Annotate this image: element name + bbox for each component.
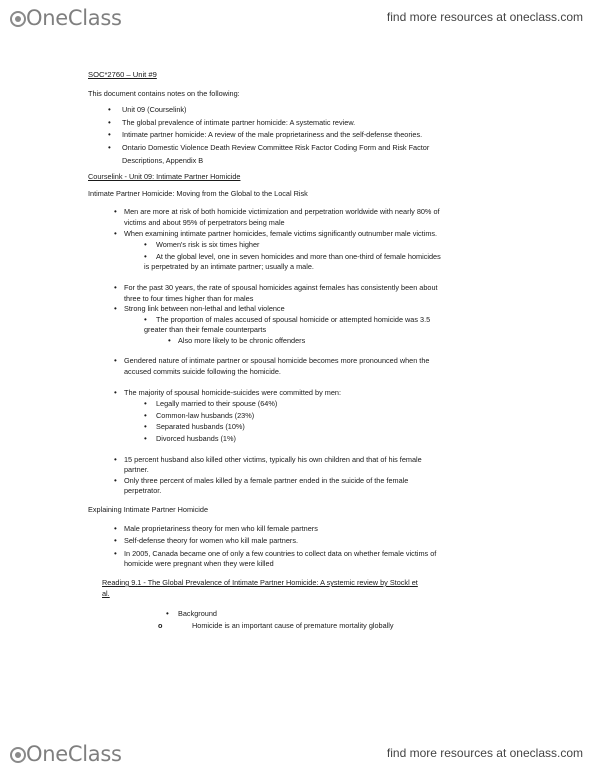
sub-bullet-item: • Separated husbands (10%) [88,422,528,433]
section-courselink: Courselink - Unit 09: Intimate Partner Homicide [88,172,241,182]
background-bullet: • Background [88,609,528,620]
document-body [88,70,528,631]
reading-heading: Reading 9.1 - The Global Prevalence of Intimate Partner Homicide: A systemic review by Stockl et [102,577,418,587]
bullet-continuation: accused commits suicide following the homicide. [124,367,281,377]
bullet-item: • 15 percent husband also killed other victims, typically his own children and that of his female [88,455,528,466]
oneclass-logo [10,6,122,30]
sub-bullet-item: • Legally married to their spouse (64%) [88,399,528,410]
toc-list [88,105,528,153]
bullet-continuation: victims and about 95% of perpetrators being male [124,217,285,227]
logo-text: OneClass [26,6,122,30]
bullet-item: • Strong link between non-lethal and lethal violence [88,304,528,315]
toc-item: • Intimate partner homicide: A review of the male proprietariness and the self-defense theories. [88,130,528,141]
logo-text: OneClass [26,742,122,766]
toc-item: • Unit 09 (Courselink) [88,105,528,116]
toc-item-continuation: Descriptions, Appendix B [122,155,204,165]
footer-tagline[interactable]: find more resources at oneclass.com [386,746,583,760]
sub-bullet-item: • Common-law husbands (23%) [88,411,528,422]
subheading-global-local: Intimate Partner Homicide: Moving from the Global to the Local Risk [88,188,308,198]
sub-bullet-item: • Divorced husbands (1%) [88,434,528,445]
bullet-item: • In 2005, Canada became one of only a few countries to collect data on whether female victims of [88,549,528,560]
bullet-item: • Male proprietariness theory for men who kill female partners [88,524,528,535]
oneclass-logo-footer [10,742,122,766]
bullet-item: • Self-defense theory for women who kill male partners. [88,536,528,547]
bullet-continuation: homicide were pregnant when they were killed [124,559,274,569]
bullet-item: • Gendered nature of intimate partner or spousal homicide becomes more pronounced when the [88,356,528,367]
subheading-explaining: Explaining Intimate Partner Homicide [88,505,209,514]
bullet-item: • Only three percent of males killed by a female partner ended in the suicide of the female [88,476,528,487]
sub-sub-bullet-item: • Also more likely to be chronic offenders [88,336,528,347]
intro-text: This document contains notes on the following: [88,88,240,98]
course-title: SOC*2760 – Unit #9 [88,70,157,79]
sub-bullet-item: • The proportion of males accused of spousal homicide or attempted homicide was 3.5 [88,315,528,326]
oneclass-logo-icon [10,747,26,763]
bullet-item: • For the past 30 years, the rate of spousal homicides against females has consistently been about [88,283,528,294]
sub-bullet-item: • Women's risk is six times higher [88,240,528,251]
bullet-continuation: three to four times higher than for males [124,293,254,303]
toc-item: • Ontario Domestic Violence Death Review Committee Risk Factor Coding Form and Risk Factor [88,143,528,154]
header-tagline[interactable]: find more resources at oneclass.com [386,10,583,24]
sub-bullet-continuation: greater than their female counterparts [144,325,267,335]
toc-item: • The global prevalence of intimate partner homicide: A systematic review. [88,118,528,129]
sub-bullet-continuation: is perpetrated by an intimate partner; usually a male. [144,262,314,272]
oneclass-logo-icon [10,11,26,27]
bullet-continuation: partner. [124,465,149,475]
sub-bullet-item: • At the global level, one in seven homicides and more than one-third of female homicides [88,252,528,263]
bullet-item: • When examining intimate partner homicides, female victims significantly outnumber male victims. [88,229,528,240]
background-sub-item: o Homicide is an important cause of premature mortality globally [88,621,528,632]
bullet-item: • The majority of spousal homicide-suicides were committed by men: [88,388,528,399]
bullet-continuation: perpetrator. [124,486,162,496]
bullet-item: • Men are more at risk of both homicide victimization and perpetration worldwide with nearly 80% of [88,207,528,218]
reading-heading-continuation: al. [102,588,110,598]
